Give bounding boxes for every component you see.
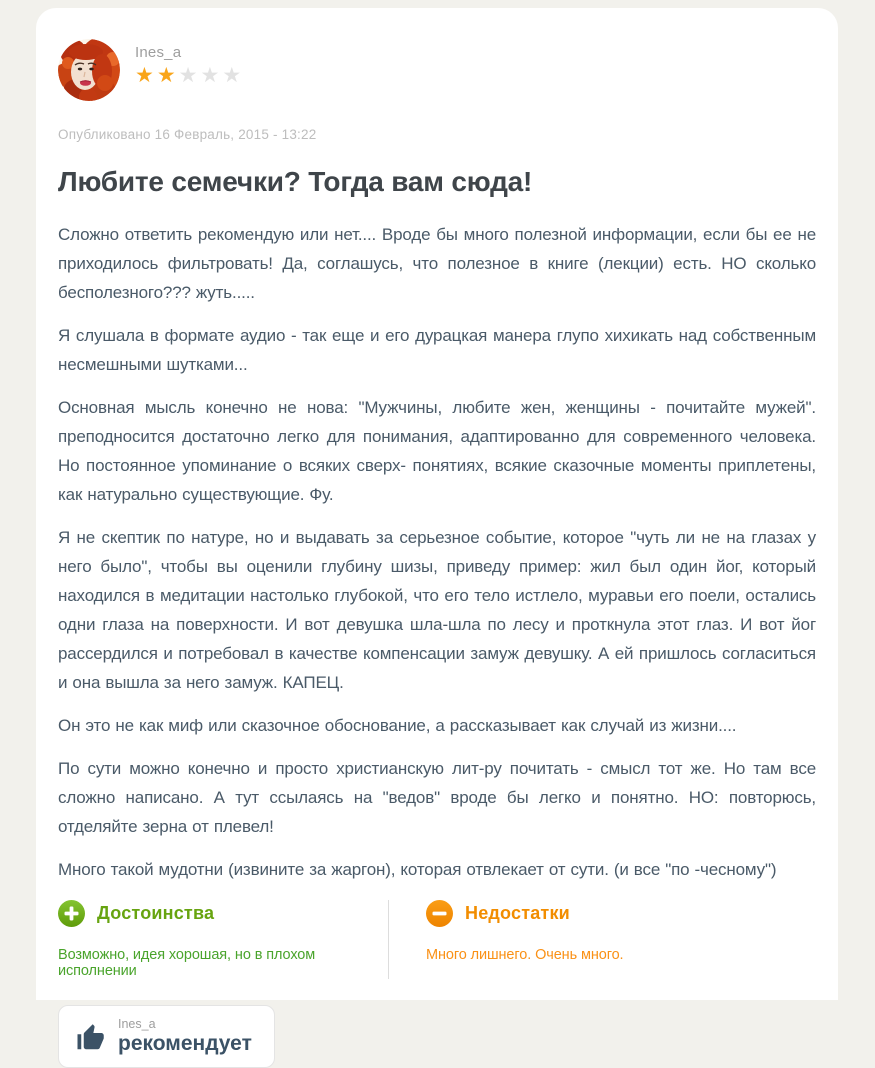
verdict-username: Ines_a [118, 1017, 156, 1031]
review-paragraph: Он это не как миф или сказочное обоснование, а рассказывает как случай из жизни.... [58, 716, 737, 735]
pros-header [58, 900, 388, 927]
review-paragraph: По сути можно конечно и просто христианскую лит-ру почитать - смысл тот же. Но там все сложно написано. А тут ссылаясь на "ведов" вроде бы легко и понятно. НО: повторюсь, отделяйте зерна от плевел! [58, 759, 816, 836]
user-block [135, 39, 244, 86]
verdict-text-block [118, 1017, 252, 1056]
star-empty-icon: ★ [178, 64, 201, 87]
minus-icon [426, 900, 453, 927]
plus-icon [58, 900, 85, 927]
star-rating [135, 65, 244, 86]
review-header [58, 39, 816, 101]
star-filled-icon: ★ [135, 64, 157, 87]
cons-label: Недостатки [465, 903, 570, 923]
user-avatar[interactable] [58, 39, 120, 101]
username[interactable]: Ines_a [135, 44, 182, 61]
pros-text: Возможно, идея хорошая, но в плохом исполнении [58, 947, 316, 979]
star-filled-icon: ★ [156, 64, 179, 87]
review-paragraph: Сложно ответить рекомендую или нет.... Вроде бы много полезной информации, если бы ее не приходилось фильтровать! Да, соглашусь, что полезное в книге (лекции) есть. НО сколько бесполезного??? жуть..... [58, 225, 816, 302]
review-card [36, 8, 838, 1055]
pros-label: Достоинства [97, 903, 215, 923]
review-body [58, 220, 816, 884]
pros-column [58, 900, 388, 979]
star-empty-icon: ★ [200, 64, 223, 87]
review-paragraph: Основная мысль конечно не нова: "Мужчины, любите жен, женщины - почитайте мужей". преподносится достаточно легко для понимания, адаптированно для современного человека. Но постоянное упоминание о всяких сверх- понятиях, всякие сказочные моменты приплетены, как натурально существующие. Фу. [58, 398, 816, 504]
review-paragraph: Много такой мудотни (извините за жаргон), которая отвлекает от сути. (и все "по -чесному") [58, 860, 777, 879]
review-title: Любите семечки? Тогда вам сюда! [58, 166, 533, 197]
verdict-badge [58, 1005, 275, 1068]
review-paragraph: Я не скептик по натуре, но и выдавать за серьезное событие, которое "чуть ли не на глазах у него было", чтобы вы оценили глубину шизы, приведу пример: жил был один йог, который находился в медитации настолько глубокой, что его тело истлело, муравьи его поели, остались одни глаза на поверхности. И вот девушка шла-шла по лесу и проткнула этот глаз. И вот йог рассердился и потребовал в качестве компенсации замуж девушку. А ей пришлось согласиться и она вышла за него замуж. КАПЕЦ. [58, 528, 816, 692]
star-empty-icon: ★ [222, 64, 245, 87]
avatar-illustration [58, 39, 120, 101]
pros-cons-section [58, 900, 816, 979]
cons-header [426, 900, 816, 927]
review-paragraph: Я слушала в формате аудио - так еще и его дурацкая манера глупо хихикать над собственным несмешными шутками... [58, 326, 816, 374]
publish-date: Опубликовано 16 Февраль, 2015 - 13:22 [58, 127, 317, 142]
verdict-label: рекомендует [118, 1032, 252, 1055]
cons-column [388, 900, 816, 979]
cons-text: Много лишнего. Очень много. [426, 947, 624, 963]
thumbs-up-icon [75, 1023, 105, 1053]
